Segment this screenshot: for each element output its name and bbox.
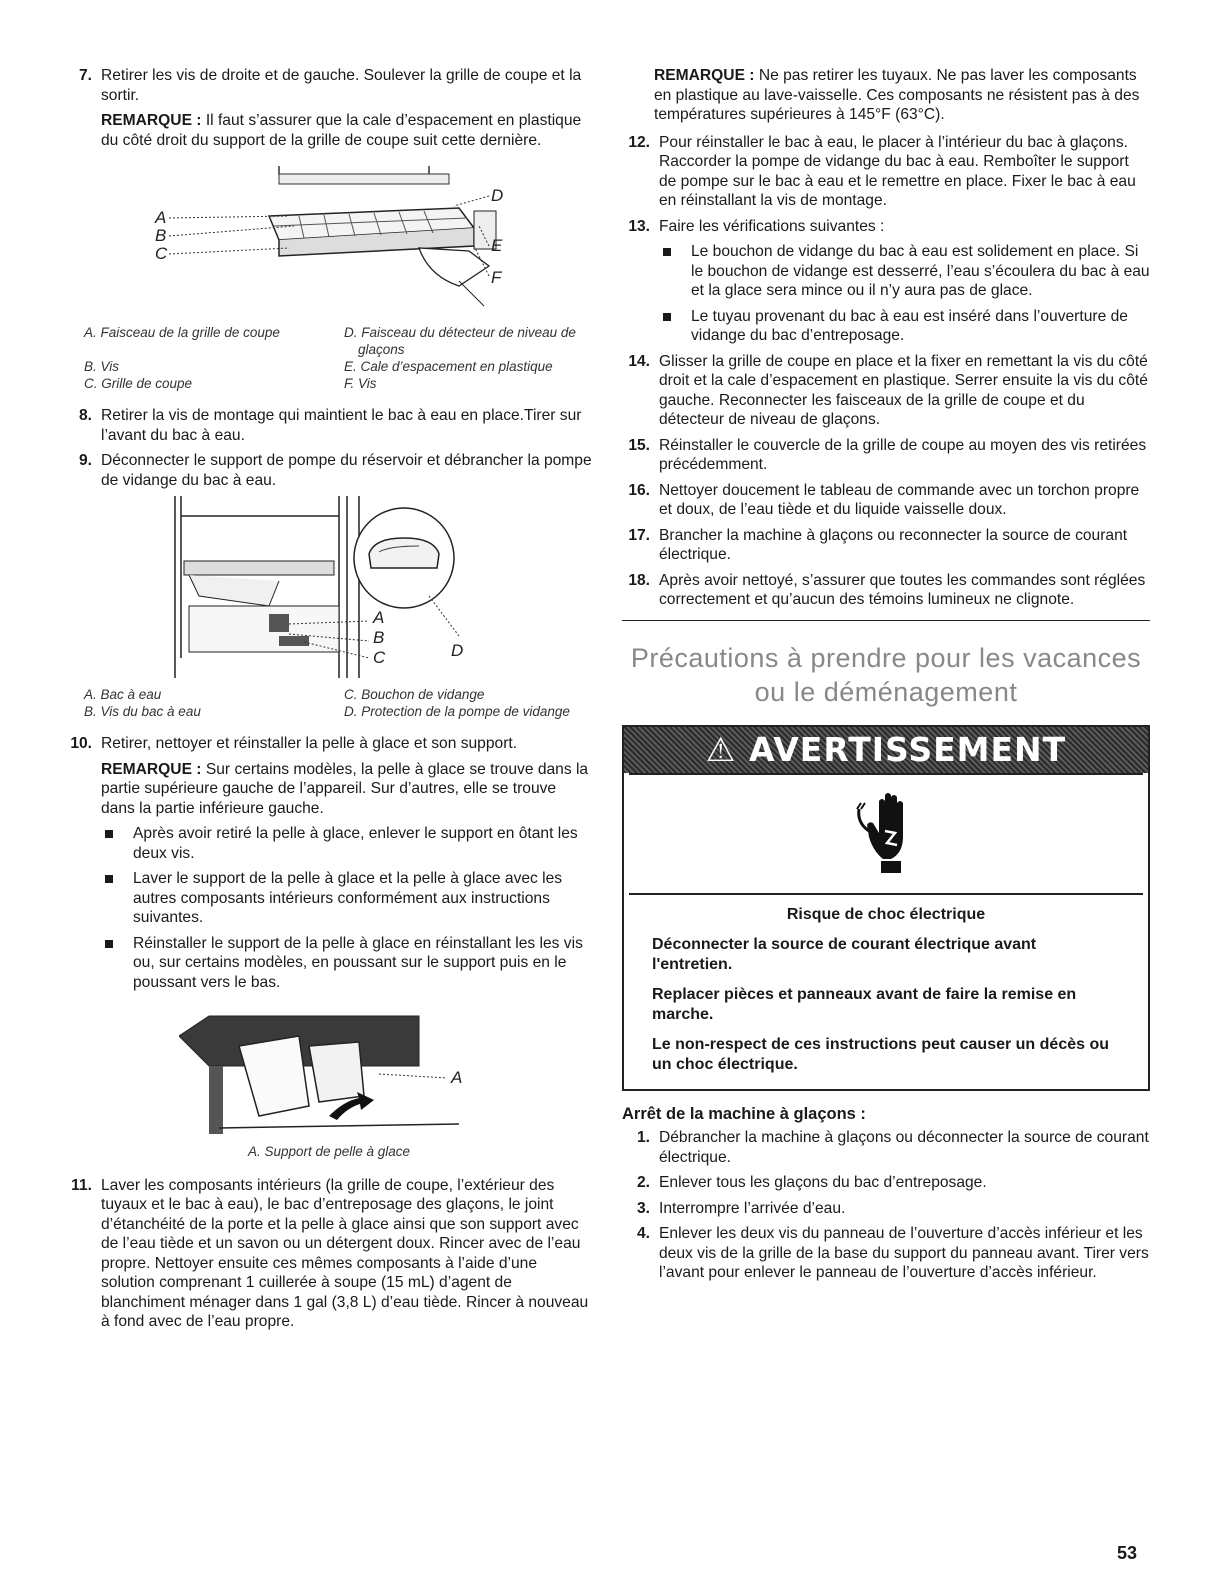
left-column: [64, 66, 594, 1338]
warning-body: [624, 895, 1148, 1089]
note-label: REMARQUE :: [654, 67, 755, 84]
step-text: Retirer la vis de montage qui maintient le bac à eau en place.Tirer sur l’avant du bac à eau.: [101, 407, 582, 444]
legend-b: B. Vis du bac à eau: [84, 704, 201, 719]
ice-grid-illustration: [129, 156, 529, 316]
step-7: [64, 66, 594, 150]
legend-a: A. Faisceau de la grille de coupe: [84, 325, 280, 340]
bullet-item: [101, 824, 594, 863]
step-number: 15.: [628, 436, 650, 454]
figure-ice-cutting-grid: [129, 156, 529, 316]
section-divider: [622, 620, 1150, 621]
note: [101, 111, 594, 150]
warning-header-text: AVERTISSEMENT: [748, 729, 1067, 769]
figure-2-legend: [64, 686, 594, 720]
warning-triangle-icon: ⚠: [705, 729, 737, 769]
callout-b: B: [155, 226, 167, 245]
right-column: [622, 66, 1150, 1289]
bullet-item: [101, 934, 594, 993]
warning-line-3: Le non-respect de ces instructions peut causer un décès ou un choc électrique.: [652, 1035, 1110, 1073]
step-text: Enlever les deux vis du panneau de l’ouverture d’accès inférieur et les deux vis de la grille de la base du support du panneau avant. Tirer vers l’avant pour enlever le panneau de l’ouverture d’accès inférieur.: [659, 1225, 1149, 1281]
bullet-text: Réinstaller le support de la pelle à glace en réinstallant les les vis ou, sur certains modèles, en poussant sur le support puis en le poussant vers le bas.: [133, 934, 583, 991]
section-title-line-2: ou le déménagement: [754, 676, 1018, 707]
step-number: 16.: [628, 481, 650, 499]
warning-line-1: Déconnecter la source de courant électrique avant l'entretien.: [652, 935, 1037, 973]
stop-step-3: [622, 1199, 1150, 1219]
legend-d: D. Faisceau du détecteur de niveau de glaçons: [344, 325, 576, 357]
callout-a: A: [451, 1068, 463, 1087]
step-17: [622, 526, 1150, 565]
step-9: [64, 451, 594, 490]
section-title-line-1: Précautions à prendre pour les vacances: [630, 642, 1142, 673]
step-text: Retirer les vis de droite et de gauche. Soulever la grille de coupe et la sortir.: [101, 67, 582, 104]
callout-b: B: [373, 628, 385, 647]
callout-a: A: [155, 208, 167, 227]
note-text: Sur certains modèles, la pelle à glace se trouve dans la partie supérieure gauche de l’appareil. Sur d’autres, elle se trouve dans la partie inférieure gauche.: [101, 760, 589, 817]
page-number: 53: [1116, 1543, 1137, 1563]
step-number: 4.: [636, 1225, 650, 1242]
step-text: Enlever tous les glaçons du bac d’entreposage.: [659, 1174, 987, 1191]
note: [101, 760, 594, 819]
step-number: 18.: [628, 571, 650, 589]
warning-icon-area: [629, 773, 1143, 895]
figure-1-legend: [64, 324, 594, 392]
step-text: Pour réinstaller le bac à eau, le placer à l’intérieur du bac à glaçons. Raccorder la pompe de vidange du bac à eau. Remboîter le support de pompe sur le bac à eau et le remettre en place. Fixer le bac à eau en réinstallant la vis de montage.: [659, 133, 1136, 209]
bullet-icon: [105, 830, 113, 838]
step-number: 8.: [78, 407, 92, 424]
step-text: Glisser la grille de coupe en place et la fixer en remettant la vis du côté droit et la cale d’espacement en plastique. Serrer ensuite la vis du côté gauche. Reconnecter les faisceaux de la grille de coupe et du détecteur de niveau de glaçons.: [659, 352, 1148, 428]
step-number: 17.: [628, 526, 650, 544]
step-11: [64, 1176, 594, 1332]
callout-c: C: [155, 244, 168, 263]
step-text: Déconnecter le support de pompe du réservoir et débrancher la pompe de vidange du bac à eau.: [101, 452, 592, 489]
step-number: 14.: [628, 352, 650, 370]
note-label: REMARQUE :: [101, 760, 202, 778]
legend-c: C. Grille de coupe: [84, 376, 193, 391]
step-number: 1.: [636, 1129, 650, 1146]
step-text: Nettoyer doucement le tableau de commande avec un torchon propre et doux, de l’eau tiède et du liquide vaisselle doux.: [659, 481, 1140, 518]
bullet-item: [101, 869, 594, 928]
note-label: REMARQUE :: [101, 112, 202, 129]
bullet-item: [659, 242, 1150, 301]
step-13: [622, 217, 1150, 346]
callout-e: E: [491, 236, 503, 255]
bullet-icon: [105, 940, 113, 948]
legend-b: B. Vis: [84, 359, 120, 374]
warning-box: [622, 725, 1150, 1091]
bullet-icon: [663, 313, 671, 321]
step-text: Retirer, nettoyer et réinstaller la pelle à glace et son support.: [101, 735, 518, 752]
legend-c: C. Bouchon de vidange: [344, 687, 485, 702]
step-10: [64, 734, 594, 992]
legend-a: A. Bac à eau: [84, 687, 162, 702]
legend-f: F. Vis: [344, 376, 377, 391]
step-text: Brancher la machine à glaçons ou reconnecter la source de courant électrique.: [659, 526, 1128, 563]
callout-a: A: [373, 608, 385, 627]
step-14: [622, 352, 1150, 430]
step-text: Réinstaller le couvercle de la grille de coupe au moyen des vis retirées précédemment.: [659, 436, 1147, 473]
step-number: 12.: [628, 133, 650, 151]
step-text: Débrancher la machine à glaçons ou déconnecter la source de courant électrique.: [659, 1129, 1149, 1166]
warning-line-2: Replacer pièces et panneaux avant de faire la remise en marche.: [652, 985, 1077, 1023]
water-tray-illustration: [129, 496, 529, 678]
note-text: Ne pas retirer les tuyaux. Ne pas laver les composants en plastique au lave-vaisselle. Ces composants ne résistent pas à des températures supérieures à 145°F (63°C).: [654, 67, 1140, 123]
bullet-text: Le bouchon de vidange du bac à eau est solidement en place. Si le bouchon de vidange est desserré, l’eau s’écoulera du bac à eau et la glace sera mince ou il n’y aura pas de glace.: [691, 243, 1150, 299]
step-number: 3.: [636, 1199, 650, 1217]
step-text: Interrompre l’arrivée d’eau.: [659, 1199, 846, 1217]
figure-ice-scoop-support: [179, 1006, 479, 1134]
step-text: Après avoir nettoyé, s’assurer que toutes les commandes sont réglées correctement et qu’aucun des témoins lumineux ne clignote.: [659, 571, 1146, 608]
callout-f: F: [491, 268, 502, 287]
bullet-item: [659, 307, 1150, 346]
step-16: [622, 481, 1150, 520]
step-12: [622, 133, 1150, 211]
electric-shock-hand-icon: [855, 789, 925, 879]
legend-e: E. Cale d’espacement en plastique: [344, 359, 553, 374]
bullet-icon: [105, 875, 113, 883]
bullet-icon: [663, 248, 671, 256]
step-15: [622, 436, 1150, 475]
stop-step-1: [622, 1128, 1150, 1167]
step-text: Faire les vérifications suivantes :: [659, 217, 885, 235]
step-18: [622, 571, 1150, 610]
warning-title: Risque de choc électrique: [786, 905, 986, 923]
step-number: 13.: [628, 217, 650, 235]
note: [622, 66, 1150, 125]
figure-3-caption: A. Support de pelle à glace: [247, 1144, 411, 1159]
subheading-stop-ice-maker: Arrêt de la machine à glaçons :: [622, 1104, 866, 1123]
callout-d: D: [491, 186, 504, 205]
callout-d: D: [451, 641, 464, 660]
warning-header: [624, 727, 1148, 773]
step-number: 10.: [70, 735, 92, 752]
stop-step-2: [622, 1173, 1150, 1193]
section-title: [622, 641, 1150, 709]
bullet-text: Laver le support de la pelle à glace et la pelle à glace avec les autres composants intérieurs conformément aux instructions suivantes.: [133, 870, 563, 926]
step-text: Laver les composants intérieurs (la grille de coupe, l’extérieur des tuyaux et le bac à eau), le bac d’entreposage des glaçons, le joint d’étanchéité de la porte et la pelle à glace ainsi que son support avec de l’eau tiède et un savon ou un détergent doux. Rincer avec de l’eau propre. Nettoyer ensuite ces mêmes composants à l’aide d’une solution comprenant 1 cuillerée à soupe (15 mL) d’agent de blanchiment ménager dans 1 gal (3,8 L) d’eau tiède. Rincer à nouveau à fond avec de l’eau propre.: [101, 1176, 589, 1330]
step-number: 11.: [71, 1176, 92, 1194]
bullet-text: Après avoir retiré la pelle à glace, enlever le support en ôtant les deux vis.: [133, 825, 578, 862]
step-number: 9.: [78, 452, 92, 469]
note-text: Il faut s’assurer que la cale d’espacement en plastique du côté droit du support de la grille de coupe suit cette dernière.: [101, 112, 582, 149]
step-number: 7.: [78, 67, 92, 84]
stop-step-4: [622, 1224, 1150, 1283]
step-number: 2.: [636, 1174, 650, 1191]
legend-d: D. Protection de la pompe de vidange: [344, 704, 570, 719]
figure-water-tray: [129, 496, 529, 678]
step-8: [64, 406, 594, 445]
bullet-text: Le tuyau provenant du bac à eau est inséré dans l’ouverture de vidange du bac d’entreposage.: [691, 307, 1128, 344]
callout-c: C: [373, 648, 386, 667]
ice-scoop-illustration: [179, 1006, 479, 1134]
